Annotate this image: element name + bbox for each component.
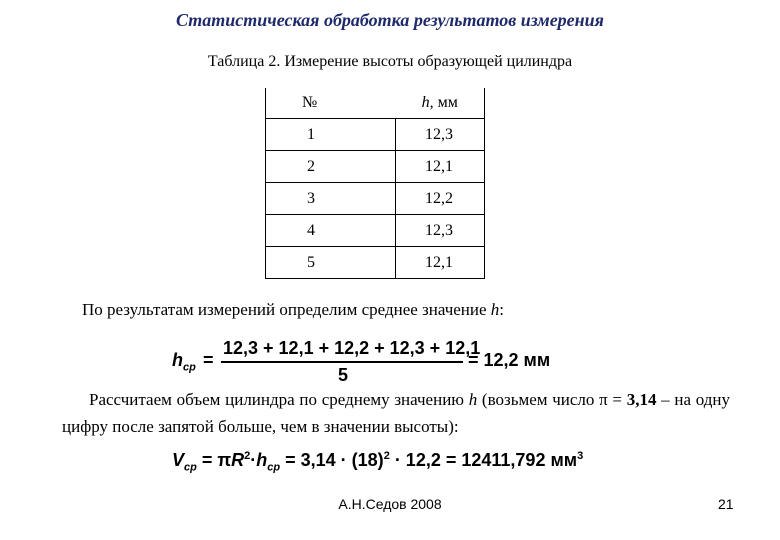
row-number: 1 bbox=[266, 119, 396, 151]
table-row bbox=[266, 183, 485, 215]
page-number: 21 bbox=[718, 496, 734, 512]
result-exponent: 3 bbox=[577, 450, 584, 462]
row-height: 12,2 bbox=[396, 183, 485, 215]
paragraph-mean-text: По результатам измерений определим среднее значение bbox=[82, 300, 491, 319]
header-height-unit: , мм bbox=[429, 94, 458, 111]
table-row bbox=[266, 119, 485, 151]
header-number: № bbox=[266, 88, 396, 119]
volume-substitution: = 3,14 · (18) bbox=[280, 450, 384, 470]
volume-formula bbox=[172, 450, 583, 474]
row-number: 2 bbox=[266, 151, 396, 183]
mean-formula-result: = 12,2 мм bbox=[468, 350, 551, 370]
paragraph-volume-symbol: h bbox=[468, 390, 478, 409]
paragraph-volume-pi-value: 3,14 bbox=[626, 390, 657, 409]
volume-eq-pi: = π bbox=[196, 450, 232, 470]
radius-exponent: 2 bbox=[244, 450, 251, 462]
fraction-bar bbox=[221, 361, 463, 363]
radius-symbol: R bbox=[231, 450, 245, 470]
mean-formula-numerator: 12,3 + 12,1 + 12,2 + 12,3 + 12,1 bbox=[223, 338, 481, 358]
volume-symbol: V bbox=[172, 450, 185, 470]
mean-formula-symbol: h bbox=[172, 350, 183, 370]
paragraph-volume-part1: Рассчитаем объем цилиндра по среднему значению bbox=[89, 390, 469, 409]
row-number: 3 bbox=[266, 183, 396, 215]
table-caption: Таблица 2. Измерение высоты образующей цилиндра bbox=[207, 53, 573, 70]
paragraph-mean bbox=[82, 300, 504, 320]
mean-formula-lhs bbox=[172, 350, 196, 374]
table-row bbox=[266, 151, 485, 183]
paragraph-volume-part3: – на одну цифру после запятой больше, чем в значении высоты): bbox=[62, 390, 730, 436]
header-height-symbol: h bbox=[421, 94, 430, 111]
paragraph-mean-symbol: h bbox=[490, 300, 500, 319]
table-header-row bbox=[266, 88, 485, 119]
row-number: 5 bbox=[266, 247, 396, 279]
table-row bbox=[266, 247, 485, 279]
footer-author: А.Н.Седов 2008 bbox=[338, 496, 442, 512]
substitution-exponent: 2 bbox=[383, 450, 390, 462]
mean-formula-denominator: 5 bbox=[338, 365, 349, 385]
header-height bbox=[396, 88, 485, 119]
row-height: 12,3 bbox=[396, 215, 485, 247]
paragraph-mean-tail: : bbox=[499, 300, 505, 319]
slide-title: Статистическая обработка результатов измерения bbox=[176, 10, 604, 30]
mean-formula-equals: = bbox=[203, 350, 214, 370]
table-row bbox=[266, 215, 485, 247]
row-number: 4 bbox=[266, 215, 396, 247]
volume-result: · 12,2 = 12411,792 мм bbox=[389, 450, 578, 470]
row-height: 12,3 bbox=[396, 119, 485, 151]
row-height: 12,1 bbox=[396, 151, 485, 183]
volume-dot: · bbox=[250, 450, 257, 470]
height-subscript: ср bbox=[267, 461, 281, 474]
height-symbol: h bbox=[256, 450, 268, 470]
measurement-table bbox=[265, 88, 485, 279]
mean-formula-subscript: ср bbox=[183, 361, 196, 374]
paragraph-volume bbox=[62, 386, 730, 440]
paragraph-volume-part2: (возьмем число π = bbox=[477, 390, 627, 409]
row-height: 12,1 bbox=[396, 247, 485, 279]
volume-subscript: ср bbox=[184, 461, 197, 474]
